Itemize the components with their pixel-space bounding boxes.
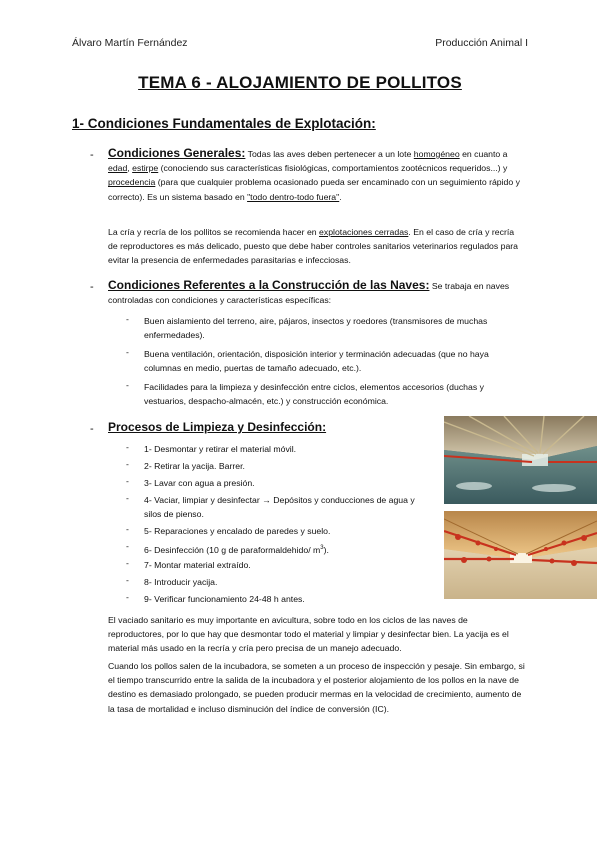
naves-heading: Condiciones Referentes a la Construcción de las Naves:: [108, 278, 430, 292]
underlined-term: estirpe: [132, 163, 159, 174]
bullet-dash: -: [126, 558, 129, 568]
underlined-term: "todo dentro-todo fuera": [247, 191, 340, 202]
bullet-dash: -: [126, 524, 129, 534]
bullet-dash: -: [126, 442, 129, 452]
generales-paragraph-2: [108, 225, 520, 268]
text-run: (para que cualquier problema ocasionado pueda ser encaminado con un seguimiento rápido y correcto). Es un sistema basado en: [108, 177, 520, 202]
header-course: Producción Animal I: [435, 37, 528, 49]
list-item: Buen aislamiento del terreno, aire, pájaros, insectos y roedores (transmisores de muchas enfermedades).: [144, 316, 488, 341]
bullet-dash: -: [126, 380, 129, 390]
bullet-dash: -: [126, 493, 129, 503]
bullet-dash: -: [126, 314, 129, 324]
poultry-house-photo: [444, 416, 597, 504]
list-dash: -: [90, 149, 94, 161]
section-title: 1- Condiciones Fundamentales de Explotación:: [72, 116, 376, 131]
text-run: en cuanto a: [459, 149, 508, 159]
text-run: .: [339, 191, 342, 202]
step-item: 1- Desmontar y retirar el material móvil.: [144, 444, 297, 454]
vaciado-paragraph: El vaciado sanitario es muy importante en avicultura, sobre todo en los ciclos de las naves de reproductores, por lo que hay que desmontar todo el material y limpiar y desinfectar bien. La yacija es el material más usado en la recría y cría pero precisa de un manejo adecuado.: [108, 615, 509, 654]
list-item: Buena ventilación, orientación, disposición interior y terminación adecuadas (que no haya columnas en medio, puertas de tamaño adecuado, etc.).: [144, 349, 489, 374]
bullet-dash: -: [126, 541, 129, 551]
step-item: [144, 541, 434, 557]
feeders-photo: [444, 511, 597, 599]
bullet-dash: -: [126, 476, 129, 486]
text-run: Se trabaja en naves controladas con condiciones y características específicas:: [108, 281, 510, 306]
limpieza-heading: Procesos de Limpieza y Desinfección:: [108, 420, 327, 434]
underlined-term: explotaciones cerradas: [319, 227, 409, 237]
underlined-term: homogéneo: [413, 149, 460, 159]
text-run: ).: [323, 544, 329, 555]
bullet-dash: -: [126, 347, 129, 357]
bullet-dash: -: [126, 459, 129, 469]
step-item: 3- Lavar con agua a presión.: [144, 478, 255, 488]
text-run: . En el caso de cría y recría de reproductores es más delicado, puesto que debe haber controles sanitarios veterinarios regulados para evitar la presencia de enfermedades parasitarias e infecciosas.: [108, 227, 519, 266]
underlined-term: edad: [108, 163, 128, 174]
step-item: 8- Introducir yacija.: [144, 577, 218, 587]
text-run: (conociendo sus características fisiológicas, comportamientos zootécnicos requeridos...) y: [158, 163, 508, 174]
step-item: 5- Reparaciones y encalado de paredes y suelo.: [144, 526, 331, 536]
step-item: 9- Verificar funcionamiento 24-48 h antes.: [144, 594, 305, 604]
text-run: ,: [127, 163, 133, 174]
generales-heading: Condiciones Generales:: [108, 146, 246, 160]
step-item: 2- Retirar la yacija. Barrer.: [144, 461, 245, 471]
step-item: 7- Montar material extraído.: [144, 560, 251, 570]
list-item: Facilidades para la limpieza y desinfección entre ciclos, elementos accesorios (duchas y vestuarios, despacho-almacén, etc.) y construcción económica.: [144, 382, 484, 407]
generales-paragraph: [108, 146, 520, 204]
list-dash: -: [90, 281, 94, 293]
text-run: Todas las aves deben pertenecer a un lote: [245, 149, 414, 159]
step-item: 4- Vaciar, limpiar y desinfectar → Depósitos y conducciones de agua y silos de pienso.: [144, 495, 415, 520]
bullet-dash: -: [126, 575, 129, 585]
header-author: Álvaro Martín Fernández: [72, 37, 188, 49]
naves-paragraph: [108, 278, 520, 307]
text-run: La cría y recría de los pollitos se recomienda hacer en: [108, 227, 320, 237]
page-title: TEMA 6 - ALOJAMIENTO DE POLLITOS: [138, 73, 462, 92]
text-run: 6- Desinfección (10 g de paraformaldehido/ m: [144, 544, 321, 555]
superscript: 3: [320, 545, 324, 551]
bullet-dash: -: [126, 592, 129, 602]
underlined-term: procedencia: [108, 177, 156, 188]
list-dash: -: [90, 423, 94, 435]
incubadora-paragraph: Cuando los pollos salen de la incubadora, se someten a un proceso de inspección y pesaje. Sin embargo, si el tiempo transcurrido entre la salida de la incubadora y el posterior alojamiento de los pollos en la nave de destino es demasiado prolongado, se pueden producir mermas en la velocidad de crecimiento, aumento de la tasa de mortalidad e incluso disminución del índice de conversión (IC).: [108, 661, 525, 714]
